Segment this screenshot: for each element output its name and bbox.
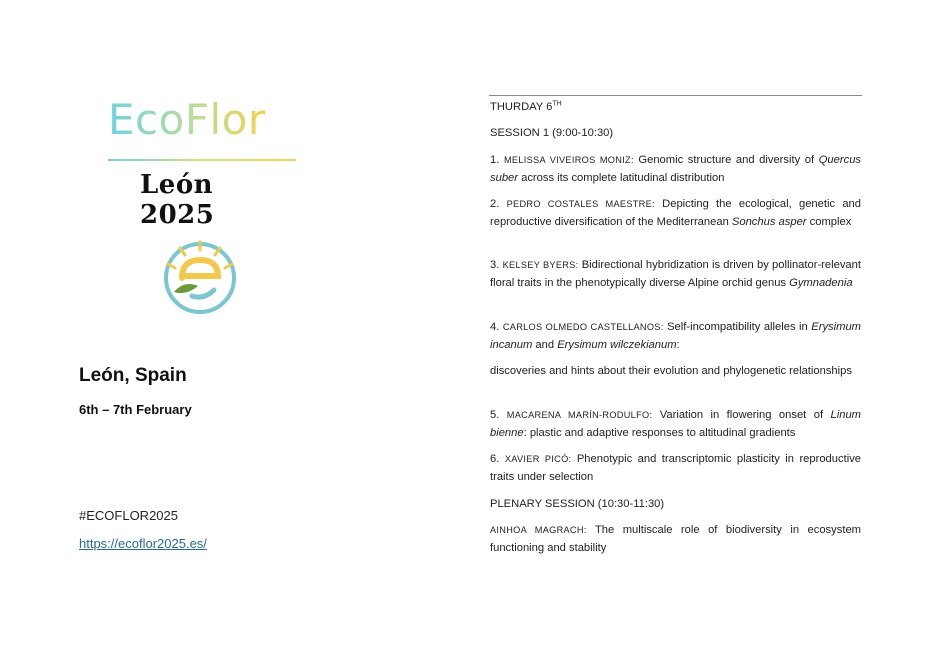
talk-text: : <box>676 339 680 351</box>
talk-number: 6. <box>490 453 500 465</box>
session1-title: SESSION 1 (9:00-10:30) <box>490 127 614 139</box>
eco-sun-leaf-emblem-icon <box>160 240 240 316</box>
program-top-rule <box>489 95 862 96</box>
talk-number: 5. <box>490 409 500 421</box>
website-link[interactable]: https://ecoflor2025.es/ <box>79 536 207 551</box>
speaker-name: AINHOA MAGRACH: <box>490 525 587 535</box>
talk-item <box>490 256 861 292</box>
species-name: Linum bienne <box>490 409 861 439</box>
talk-text: discoveries and hints about their evolution and phylogenetic relationships <box>490 365 852 377</box>
talk-item <box>490 450 861 486</box>
speaker-name: XAVIER PICÓ: <box>504 454 572 464</box>
talk-number: 1. <box>490 154 500 166</box>
species-name: Erysimum incanum <box>490 321 861 351</box>
speaker-name: MELISSA VIVEIROS MONIZ: <box>503 155 634 165</box>
plenary-talk <box>490 521 861 557</box>
talk-text: across its complete latitudinal distribution <box>518 172 725 184</box>
plenary-title: PLENARY SESSION (10:30-11:30) <box>490 498 665 510</box>
event-hashtag: #ECOFLOR2025 <box>79 508 178 523</box>
event-location: León, Spain <box>79 365 187 386</box>
talk-text: and <box>532 339 558 351</box>
talk-text: complex <box>806 216 852 228</box>
logo-divider <box>108 159 296 161</box>
species-name: Quercus suber <box>490 154 862 184</box>
talk-text: Depicting the ecological, genetic and reproductive diversification of the Mediterranean <box>490 198 861 228</box>
speaker-name: KELSEY BYERS: <box>502 260 579 270</box>
talk-item <box>490 406 861 442</box>
event-dates: 6th – 7th February <box>79 402 192 417</box>
talk-number: 2. <box>490 198 500 210</box>
species-name: Gymnadenia <box>789 277 853 289</box>
talk-item <box>490 318 861 354</box>
talk-item <box>490 151 861 187</box>
ecoflor-logo-title <box>108 92 298 144</box>
talk-text: Variation in flowering onset of <box>652 409 831 421</box>
talk-text: Self-incompatibility alleles in <box>663 321 812 333</box>
talk-number: 3. <box>490 259 500 271</box>
day-suffix: TH <box>552 100 562 108</box>
logo-text: EcoFlor <box>108 95 266 144</box>
logo-wordmark <box>108 92 298 144</box>
talk-text: Genomic structure and diversity of <box>633 154 819 166</box>
species-name: Sonchus asper <box>731 216 807 228</box>
speaker-name: CARLOS OLMEDO CASTELLANOS: <box>502 322 664 332</box>
talk-text: Phenotypic and transcriptomic plasticity in reproductive traits under selection <box>490 453 862 483</box>
species-name: Erysimum wilczekianum <box>557 339 677 351</box>
talk-text: The multiscale role of biodiversity in ecosystem functioning and stability <box>490 524 861 554</box>
talk-text: Bidirectional hybridization is driven by pollinator-relevant floral traits in the phenotypically diverse Alpine orchid genus <box>490 259 861 289</box>
speaker-name: PEDRO COSTALES MAESTRE: <box>506 199 655 209</box>
talk-item <box>490 195 861 231</box>
speaker-name: MACARENA MARÍN-RODULFO: <box>506 410 653 420</box>
event-subtitle: León 2025 <box>140 170 215 230</box>
talk-number: 4. <box>490 321 500 333</box>
talk-text: : plastic and adaptive responses to altitudinal gradients <box>523 427 796 439</box>
day-label: THURDAY 6 <box>490 101 553 113</box>
talk-continuation <box>490 362 861 380</box>
day-heading <box>490 98 861 116</box>
